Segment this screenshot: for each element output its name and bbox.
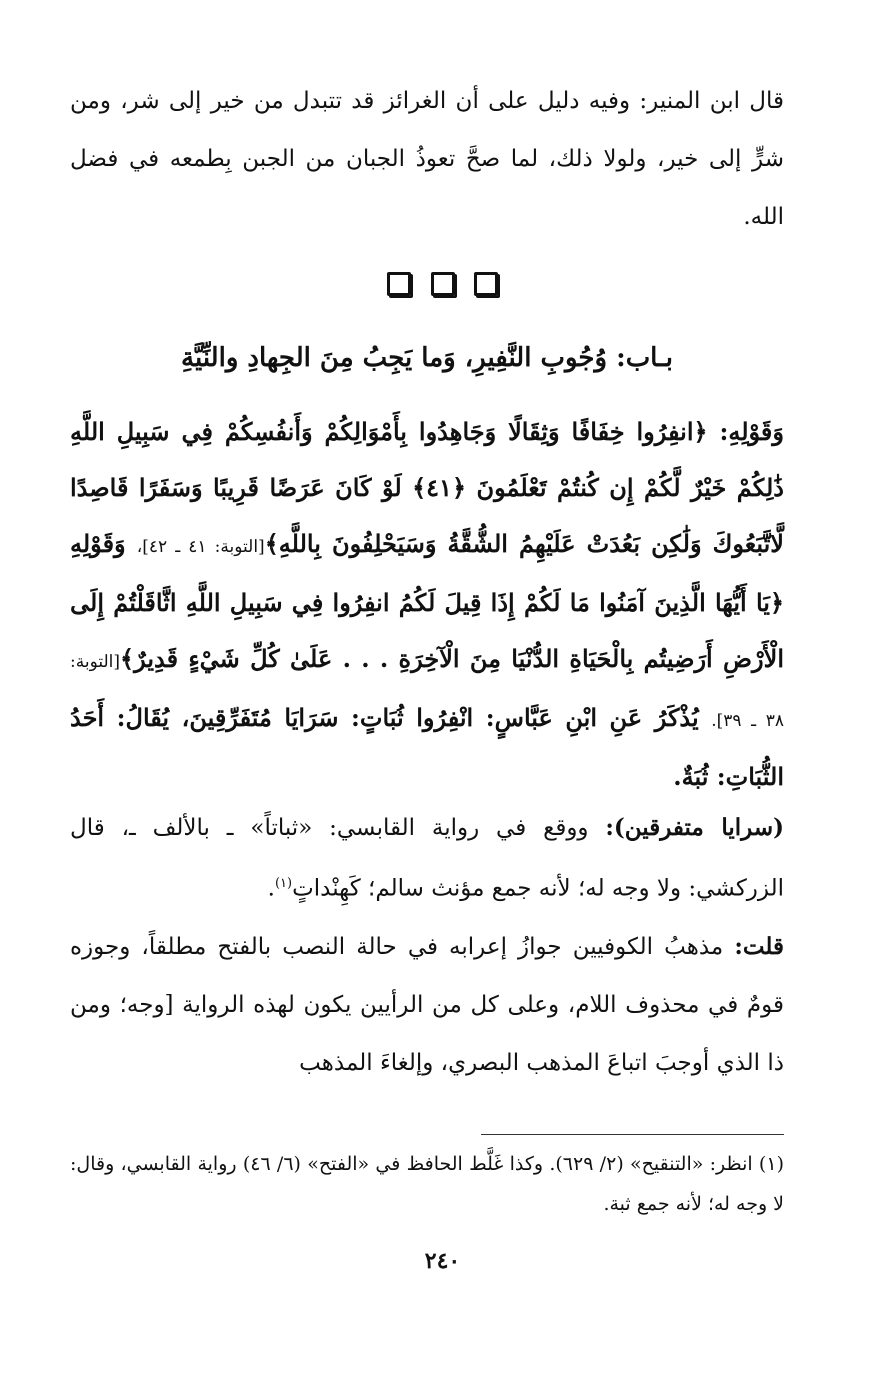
- intro-text: قال ابن المنير: وفيه دليل على أن الغرائز قد تتبدل من خير إلى شر، ومن شرٍّ إلى خير، ولولا ذلك، لما صحَّ تعوذُ الجبان من الجبن بِطمعه في فضل الله.: [70, 88, 784, 230]
- footnote-divider: [481, 1134, 784, 1135]
- commentary-text-1: [70, 800, 784, 917]
- commentary-lead-1: (سرايا متفرقين):: [605, 814, 784, 841]
- commentary-lead-2: قلت:: [734, 933, 785, 960]
- intro-paragraph: [70, 72, 784, 246]
- square-ornament-icon: [431, 272, 455, 296]
- commentary-body-1: ووقع في رواية القابسي: «ثباتاً» ـ بالألف ـ، قال الزركشي: ولا وجه له؛ لأنه جمع مؤنث سالم؛ كَهِنْداتٍ: [70, 815, 784, 902]
- commentary-end-1: .: [267, 875, 275, 902]
- hadith-quran-verse-2: وَقَوْلِهِ ﴿يَا أَيُّهَا الَّذِينَ آمَنُوا مَا لَكُمْ إِذَا قِيلَ لَكُمُ انفِرُوا فِي سَبِيلِ اللَّهِ اثَّاقَلْتُمْ إِلَى الْأَرْضِ أَرَضِيتُم بِالْحَيَاةِ الدُّنْيَا مِنَ الْآخِرَةِ . . . عَلَىٰ كُلِّ شَيْءٍ قَدِيرٌ﴾: [70, 529, 784, 673]
- hadith-paragraph: [70, 404, 784, 805]
- footnote: [70, 1144, 784, 1224]
- footnote-text: (١) انظر: «التنقيح» (٢/ ٦٢٩). وكذا غَلَّط الحافظ في «الفتح» (٦/ ٤٦) رواية القابسي، وقال: لا وجه له؛ لأنه جمع ثبة.: [70, 1153, 784, 1215]
- chapter-title: بـاب: وُجُوبِ النَّفِيرِ، وَما يَجِبُ مِنَ الجِهادِ والنِّيَّةِ: [181, 343, 673, 373]
- commentary-body-2: مذهبُ الكوفيين جوازُ إعرابه في حالة النصب بالفتح مطلقاً، وجوزه قومٌ في محذوف اللام، وعلى كل من الرأيين يكون لهذه الرواية [وجه؛ ومن ذا الذي أوجبَ اتباعَ المذهب البصري، وإلغاءَ المذهب: [70, 934, 784, 1076]
- footnote-marker: (١): [274, 876, 293, 891]
- verse-reference-1: [التوبة: ٤١ ـ ٤٢]،: [136, 537, 265, 557]
- hadith-text: [70, 404, 784, 805]
- section-separator: [0, 272, 885, 300]
- verse-reference-2: [التوبة: ٣٨ ـ ٣٩].: [70, 652, 784, 731]
- square-ornament-icon: [387, 272, 411, 296]
- hadith-ibn-abbas-note: يُذْكَرُ عَنِ ابْنِ عَبَّاسٍ: انْفِرُوا ثُبَاتٍ: سَرَايَا مُتَفَرِّقِينَ، يُقَالُ: أَحَدُ الثُّبَاتِ: ثُبَةٌ.: [70, 703, 784, 791]
- page-number: ٢٤٠: [424, 1248, 461, 1274]
- commentary-text-2: [70, 918, 784, 1092]
- commentary-paragraph-2: [70, 918, 784, 1092]
- commentary-paragraph-1: [70, 800, 784, 917]
- hadith-quran-verse-1: وَقَوْلِهِ: ﴿انفِرُوا خِفَافًا وَثِقَالًا وَجَاهِدُوا بِأَمْوَالِكُمْ وَأَنفُسِكُمْ فِي سَبِيلِ اللَّهِ ذَٰلِكُمْ خَيْرٌ لَّكُمْ إِن كُنتُمْ تَعْلَمُونَ ﴿٤١﴾ لَوْ كَانَ عَرَضًا قَرِيبًا وَسَفَرًا قَاصِدًا لَّاتَّبَعُوكَ وَلَٰكِن بَعُدَتْ عَلَيْهِمُ الشُّقَّةُ وَسَيَحْلِفُونَ بِاللَّهِ﴾: [70, 417, 784, 558]
- square-ornament-icon: [474, 272, 498, 296]
